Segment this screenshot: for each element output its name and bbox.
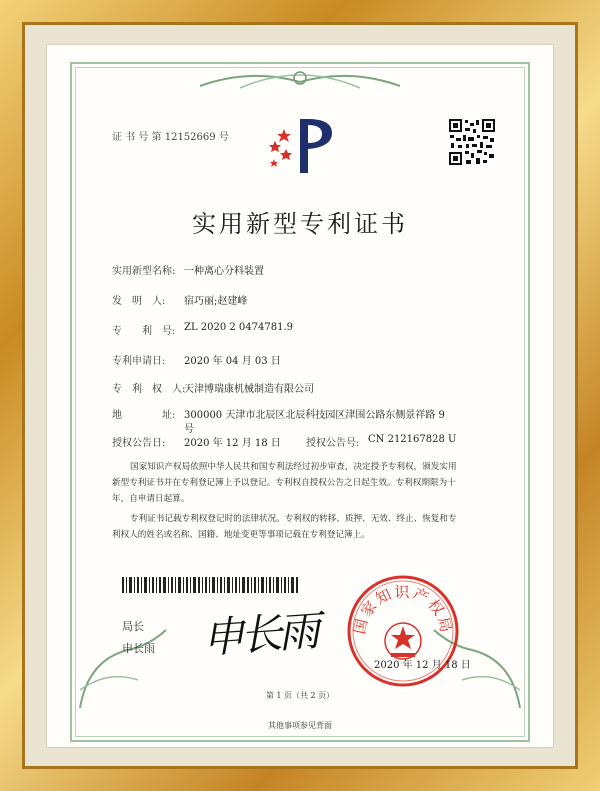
top-ornament bbox=[200, 64, 400, 94]
field-apply-date-label: 专利申请日: bbox=[112, 356, 166, 367]
announce-date-value: 2020 年 12 月 18 日 bbox=[184, 438, 281, 449]
qr-code-icon bbox=[448, 118, 496, 166]
field-address-value-cont: 号 bbox=[184, 424, 194, 435]
page-info: 第 1 页（共 2 页） bbox=[265, 691, 335, 700]
announce-no-value: CN 212167828 U bbox=[368, 434, 457, 445]
official-seal-icon bbox=[345, 573, 461, 689]
barcode-icon bbox=[122, 577, 300, 593]
director-name: 申长雨 bbox=[122, 642, 155, 655]
field-name-value: 一种离心分料装置 bbox=[184, 266, 264, 277]
back-note: 其他事项参见背面 bbox=[268, 721, 332, 730]
certificate-number: 证 书 号 第 12152669 号 bbox=[112, 132, 229, 143]
para1-line3: 年，自申请日起算。 bbox=[112, 494, 190, 504]
cnipa-logo-icon bbox=[262, 115, 342, 175]
field-patent-no-label: 专 利 号: bbox=[112, 326, 176, 337]
para2-line2: 利权人的姓名或名称、国籍、地址变更等事项记载在专利登记簿上。 bbox=[112, 530, 370, 540]
para1-line2: 新型专利证书并在专利登记簿上予以登记。专利权自授权公告之日起生效。专利权期限为十 bbox=[112, 478, 456, 488]
field-inventor-value: 宿巧丽;赵建峰 bbox=[184, 296, 248, 307]
field-name-label: 实用新型名称: bbox=[112, 266, 176, 277]
field-patent-no-value: ZL 2020 2 0474781.9 bbox=[184, 322, 294, 333]
field-apply-date-value: 2020 年 04 月 03 日 bbox=[184, 356, 281, 367]
certificate-title: 实用新型专利证书 bbox=[192, 210, 408, 238]
field-owner-label: 专 利 权 人: bbox=[112, 384, 186, 395]
field-address-value: 300000 天津市北辰区北辰科技园区津围公路东侧景祥路 9 bbox=[184, 410, 445, 421]
director-signature: 申长雨 bbox=[200, 606, 318, 663]
announce-no-label: 授权公告号: bbox=[306, 438, 360, 449]
director-title: 局长 bbox=[122, 620, 144, 633]
field-inventor-label: 发 明 人: bbox=[112, 296, 166, 307]
field-address-label: 地 址: bbox=[112, 410, 176, 421]
para1-line1: 国家知识产权局依照中华人民共和国专利法经过初步审查，决定授予专利权，颁发实用 bbox=[130, 462, 457, 472]
seal-text: 国家知识产权局 bbox=[350, 583, 456, 636]
seal-date: 2020 年 12 月 18 日 bbox=[374, 660, 471, 671]
para2-line1: 专利证书记载专利权登记时的法律状况。专利权的转移、质押、无效、终止、恢复和专 bbox=[130, 514, 457, 524]
field-owner-value: 天津博瑞康机械制造有限公司 bbox=[184, 384, 314, 395]
announce-date-label: 授权公告日: bbox=[112, 438, 166, 449]
